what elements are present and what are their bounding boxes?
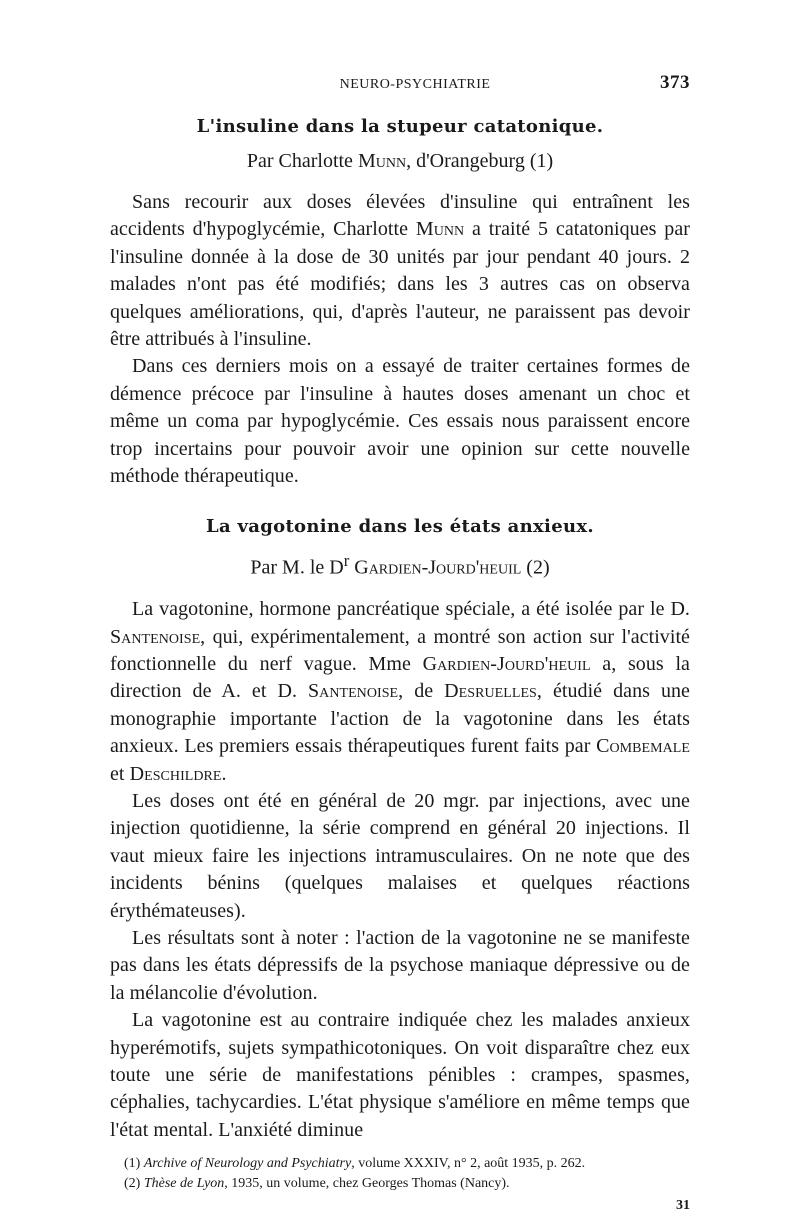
- footnote-1: [124, 1154, 690, 1174]
- author-name: Munn: [357, 150, 407, 172]
- page: [110, 72, 690, 1214]
- section2-paragraph-1: [110, 596, 690, 788]
- footnotes: [110, 1154, 690, 1194]
- text-run: , étudié dans une monographie importante l'action de la vagotonine dans les états anxieux. Les premiers essais thérapeutiques furent faits par: [110, 680, 690, 758]
- signature-mark: 31: [676, 1198, 690, 1214]
- author-name: Santenoise: [307, 680, 399, 703]
- text-run: a traité 5 catatoniques par l'insuline donnée à la dose de 30 unités par jour pendant 40 jours. 2 malades n'ont pas été modifiés; dans les 3 autres cas on observa quelques améliorations, qui, d'après l'auteur, ne paraissent pas devoir être attribués à l'insuline.: [110, 218, 690, 351]
- section-insuline: [110, 116, 690, 490]
- text-run: et: [110, 762, 130, 785]
- footnote-journal: Archive of Neurology and Psychiatry: [143, 1156, 352, 1172]
- footnote-title: Thèse de Lyon: [143, 1176, 225, 1192]
- section1-paragraph-2: Dans ces derniers mois on a essayé de traiter certaines formes de démence précoce par l'insuline à hautes doses amenant un choc et même un coma par hypoglycémie. Ces essais nous paraissent encore trop incertains pour pouvoir avoir une opinion sur cette nouvelle méthode thérapeutique.: [110, 355, 690, 488]
- running-title: NEURO-PSYCHIATRIE: [339, 77, 491, 92]
- footnote-text: , volume XXXIV, n° 2, août 1935, p. 262.: [351, 1156, 586, 1172]
- text-run: La vagotonine, hormone pancréatique spéciale, a été isolée par le D.: [132, 598, 690, 621]
- text-run: , de: [398, 680, 445, 703]
- section2-paragraph-2: Les doses ont été en général de 20 mgr. par injections, avec une injection quotidienne, la série comprend en général 20 injections. Il vaut mieux faire les injections intramusculaires. On ne note que des incidents bénins (quelques malaises et quelques réactions érythémateuses).: [110, 789, 690, 922]
- section2-paragraph-4: La vagotonine est au contraire indiquée chez les malades anxieux hyperémotifs, sujets sympathicotoniques. On voit disparaître chez eux toute une série de manifestations pénibles : crampes, spasmes, céphalies, tachycardies. L'état physique s'améliore en même temps que l'état mental. L'anxiété diminue: [110, 1009, 690, 1141]
- footnote-text: , 1935, un volume, chez Georges Thomas (Nancy).: [224, 1176, 510, 1192]
- footnote-2: [124, 1174, 690, 1194]
- section2-paragraph-3: Les résultats sont à noter : l'action de la vagotonine ne se manifeste pas dans les états dépressifs de la psychose maniaque dépressive ou de la mélancolie d'évolution.: [110, 927, 690, 1004]
- section2-byline: [110, 547, 690, 582]
- section2-title: La vagotonine dans les états anxieux.: [206, 516, 594, 538]
- section1-paragraph-1: [110, 189, 690, 353]
- section1-byline: [110, 147, 690, 175]
- page-number: 373: [660, 72, 690, 93]
- byline-suffix: , d'Orangeburg (1): [406, 150, 554, 172]
- section-vagotonine: [110, 516, 690, 1144]
- byline-prefix: Par M. le D: [250, 557, 344, 580]
- author-name: Desruelles: [444, 680, 537, 703]
- text-run: , qui, expérimentalement, a montré son action sur l'activité fonctionnelle du nerf vague. Mme: [110, 625, 690, 675]
- byline-suffix: (2): [521, 557, 550, 580]
- text-run: .: [221, 762, 227, 785]
- author-name: Gardien-Jourd'heuil: [422, 652, 591, 675]
- author-name: Munn: [415, 218, 465, 241]
- text-run: Sans recourir aux doses élevées d'insuline qui entraînent les accidents d'hypoglycémie, Charlotte: [110, 191, 690, 241]
- footnote-number: (2): [124, 1176, 141, 1192]
- byline-prefix: Par Charlotte: [246, 150, 353, 172]
- footnote-number: (1): [124, 1156, 141, 1172]
- author-name: Deschildre: [129, 762, 222, 785]
- author-name: Gardien-Jourd'heuil: [354, 557, 522, 580]
- author-name: Santenoise: [110, 625, 201, 648]
- running-header: [110, 72, 690, 106]
- author-name: Combemale: [596, 735, 690, 758]
- text-run: a, sous la direction de A. et D.: [110, 652, 690, 703]
- byline-superscript: r: [343, 551, 350, 571]
- section1-title: L'insuline dans la stupeur catatonique.: [196, 116, 604, 137]
